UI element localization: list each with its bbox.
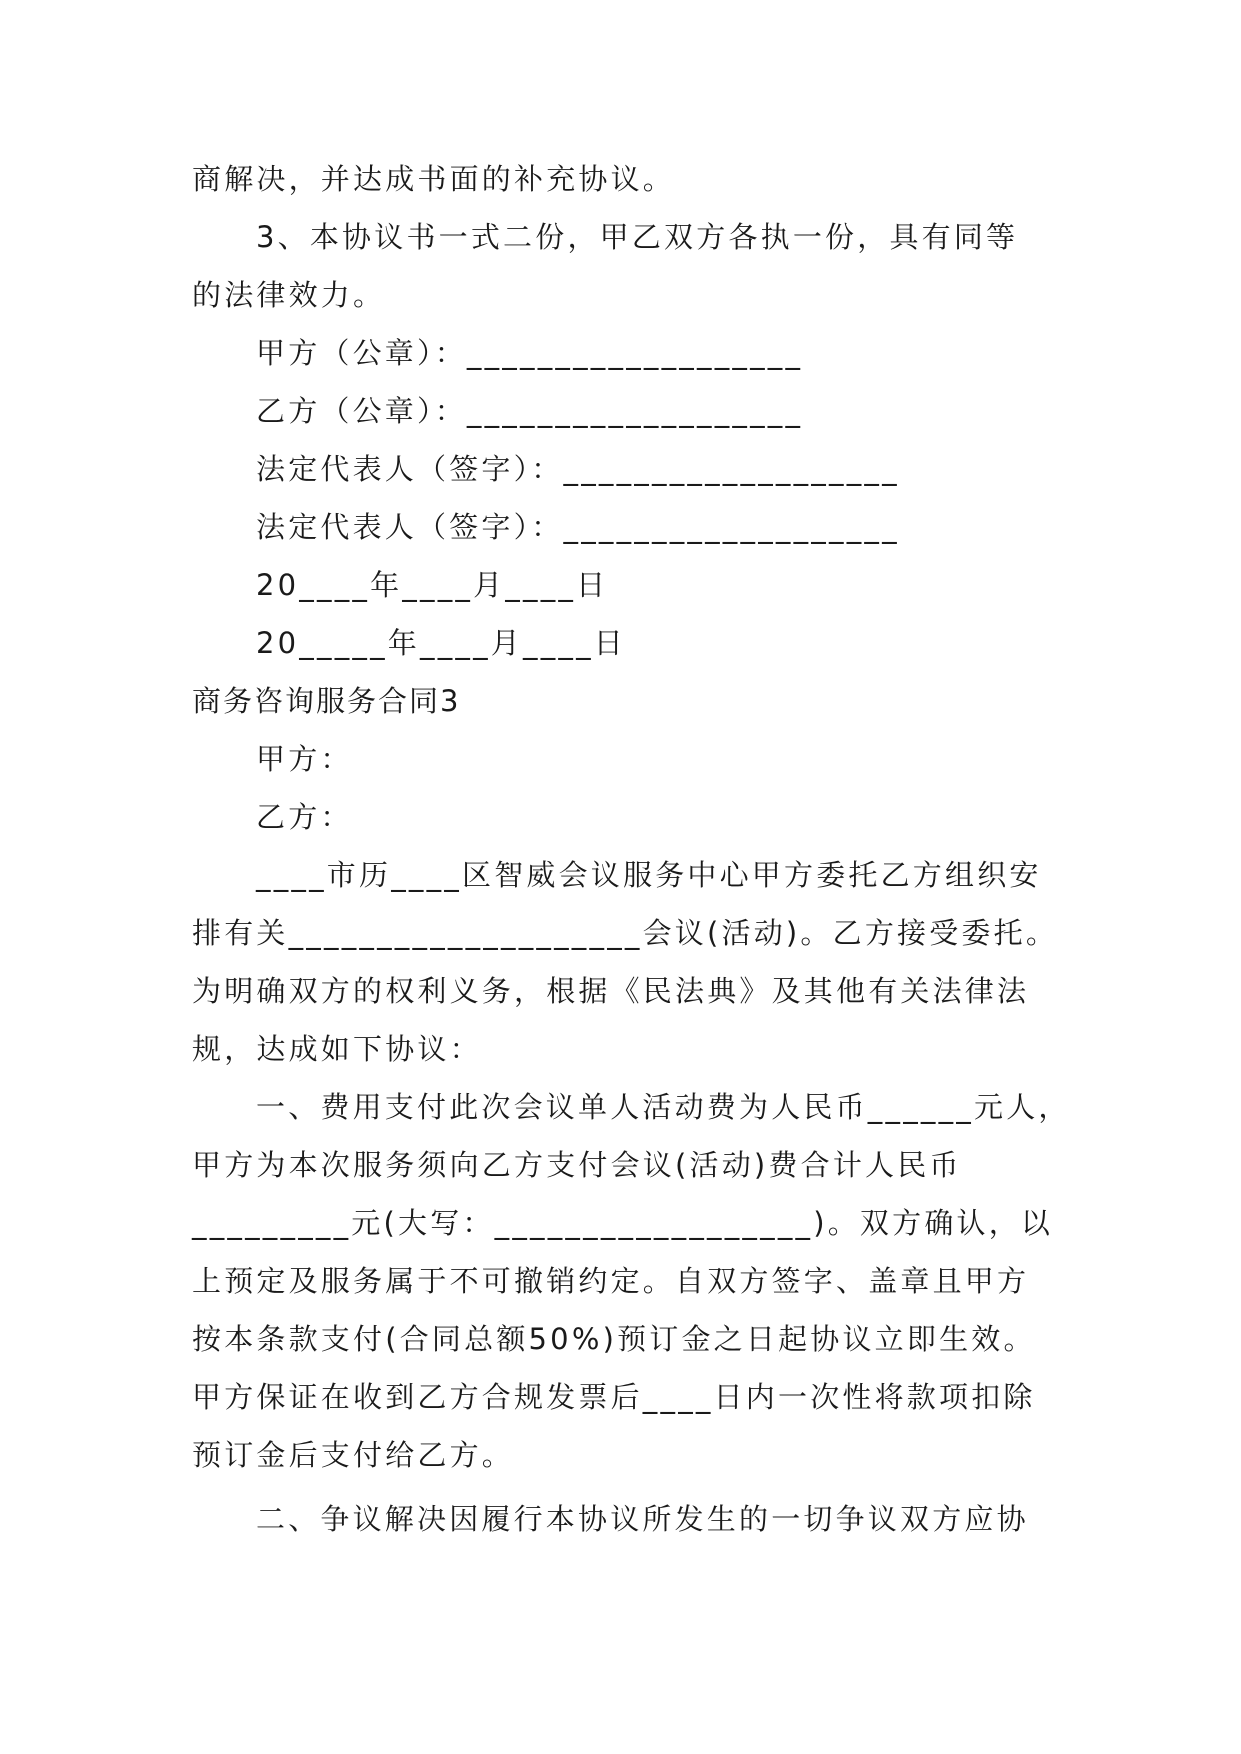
party-b-seal-field: 乙方（公章）：___________________ (256, 394, 804, 428)
paragraph-line: 的法律效力。 (192, 278, 386, 312)
contract-title: 商务咨询服务合同3 (192, 684, 461, 718)
fee-clause-line: 按本条款支付(合同总额50%)预订金之日起协议立即生效。 (192, 1322, 1036, 1356)
party-a-seal-field: 甲方（公章）：___________________ (256, 336, 804, 370)
fee-clause-line: 预订金后支付给乙方。 (192, 1438, 515, 1472)
legal-rep-signature-field: 法定代表人（签字）：___________________ (256, 510, 900, 544)
date-field: 20_____年____月____日 (256, 626, 627, 660)
intro-paragraph-line: ____市历____区智威会议服务中心甲方委托乙方组织安 (256, 858, 1042, 892)
dispute-clause-line: 二、争议解决因履行本协议所发生的一切争议双方应协 (256, 1502, 1029, 1536)
legal-rep-signature-field: 法定代表人（签字）：___________________ (256, 452, 900, 486)
intro-paragraph-line: 排有关____________________会议(活动)。乙方接受委托。 (192, 916, 1059, 950)
clause-3-line: 3、本协议书一式二份，甲乙双方各执一份，具有同等 (256, 220, 1019, 254)
date-field: 20____年____月____日 (256, 568, 609, 602)
fee-clause-line: 甲方为本次服务须向乙方支付会议(活动)费合计人民币 (192, 1148, 962, 1182)
intro-paragraph-line: 为明确双方的权利义务，根据《民法典》及其他有关法律法 (192, 974, 1030, 1008)
intro-paragraph-line: 规，达成如下协议： (192, 1032, 482, 1066)
fee-clause-line: 甲方保证在收到乙方合规发票后____日内一次性将款项扣除 (192, 1380, 1036, 1414)
document-page (192, 150, 1071, 1548)
party-a-label: 甲方： (256, 742, 353, 776)
fee-clause-line: 上预定及服务属于不可撤销约定。自双方签字、盖章且甲方 (192, 1264, 1030, 1298)
party-b-label: 乙方： (256, 800, 353, 834)
fee-clause-line: _________元(大写：__________________)。双方确认，以 (192, 1206, 1054, 1240)
paragraph-line: 商解决，并达成书面的补充协议。 (192, 162, 676, 196)
fee-clause-line: 一、费用支付此次会议单人活动费为人民币______元人， (256, 1090, 1071, 1124)
